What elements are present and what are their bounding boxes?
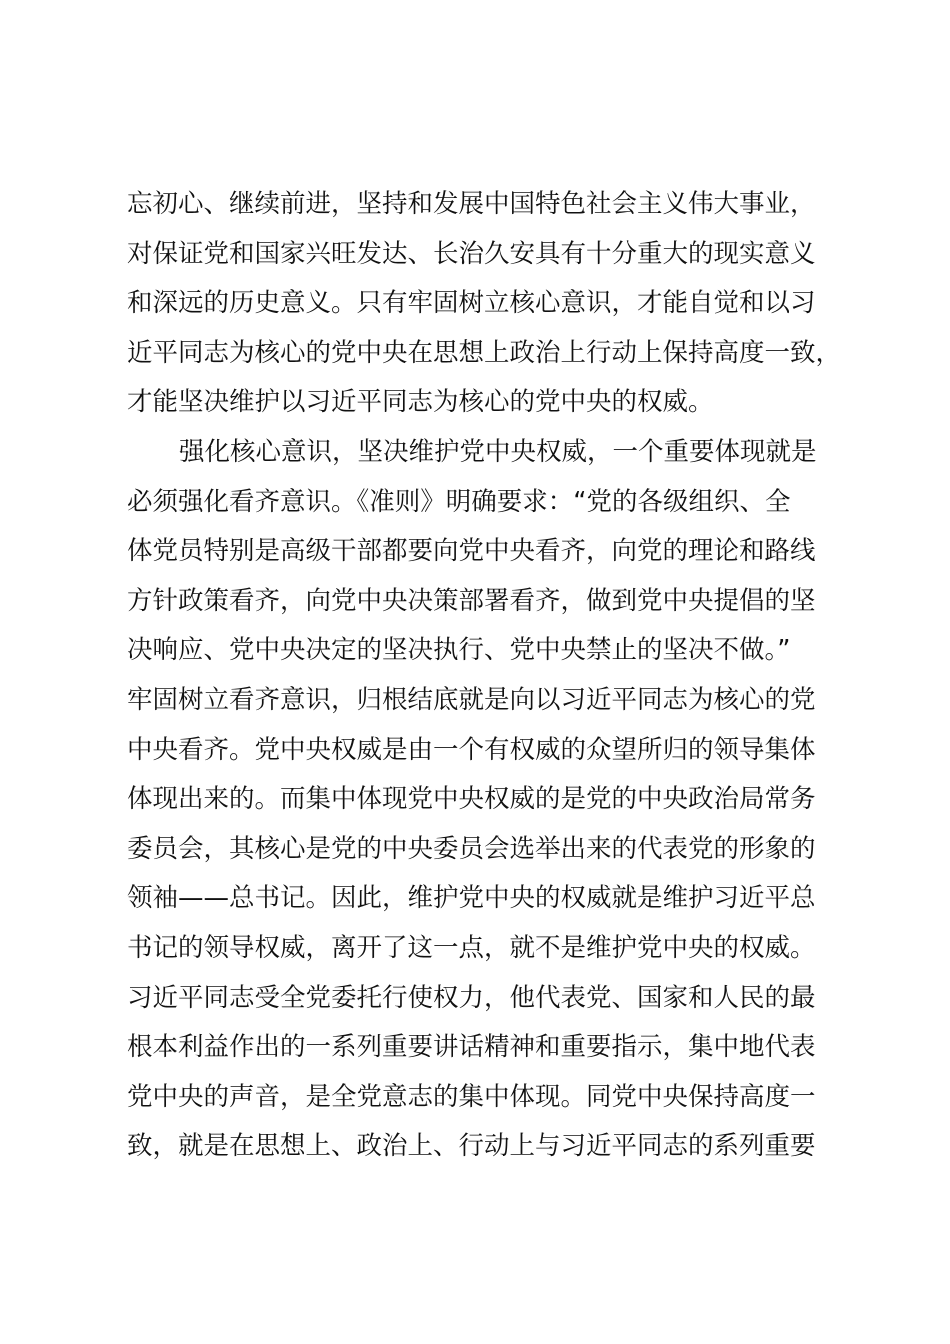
text-line: 决响应、党中央决定的坚决执行、党中央禁止的坚决不做。” (127, 635, 791, 666)
text-line: 委员会，其核心是党的中央委员会选举出来的代表党的形象的 (127, 833, 816, 864)
text-line: 和深远的历史意义。只有牢固树立核心意识，才能自觉和以习 (127, 288, 816, 319)
text-line: 党中央的声音，是全党意志的集中体现。同党中央保持高度一 (127, 1081, 816, 1112)
text-line: 忘初心、继续前进，坚持和发展中国特色社会主义伟大事业， (127, 189, 816, 219)
text-line: 书记的领导权威，离开了这一点，就不是维护党中央的权威。 (127, 932, 816, 963)
text-line: 牢固树立看齐意识，归根结底就是向以习近平同志为核心的党 (127, 684, 816, 715)
text-line: 中央看齐。党中央权威是由一个有权威的众望所归的领导集体 (127, 734, 816, 765)
text-line: 近平同志为核心的党中央在思想上政治上行动上保持高度一致， (127, 337, 842, 368)
text-line: 体现出来的。而集中体现党中央权威的是党的中央政治局常务 (127, 784, 816, 815)
text-line: 习近平同志受全党委托行使权力，他代表党、国家和人民的最 (127, 982, 816, 1013)
text-line: 必须强化看齐意识。《准则》明确要求：“党的各级组织、全 (127, 486, 791, 517)
text-line: 领袖——总书记。因此，维护党中央的权威就是维护习近平总 (127, 883, 816, 914)
text-line: 方针政策看齐，向党中央决策部署看齐，做到党中央提倡的坚 (127, 585, 816, 616)
text-line: 对保证党和国家兴旺发达、长治久安具有十分重大的现实意义 (127, 238, 816, 269)
paragraph-first-line: 强化核心意识，坚决维护党中央权威，一个重要体现就是 (179, 436, 817, 467)
text-line: 根本利益作出的一系列重要讲话精神和重要指示，集中地代表 (127, 1032, 816, 1063)
text-line: 致，就是在思想上、政治上、行动上与习近平同志的系列重要 (127, 1131, 816, 1162)
text-line: 才能坚决维护以习近平同志为核心的党中央的权威。 (127, 387, 714, 418)
text-line: 体党员特别是高级干部都要向党中央看齐，向党的理论和路线 (127, 536, 816, 567)
body-text (127, 180, 847, 1172)
